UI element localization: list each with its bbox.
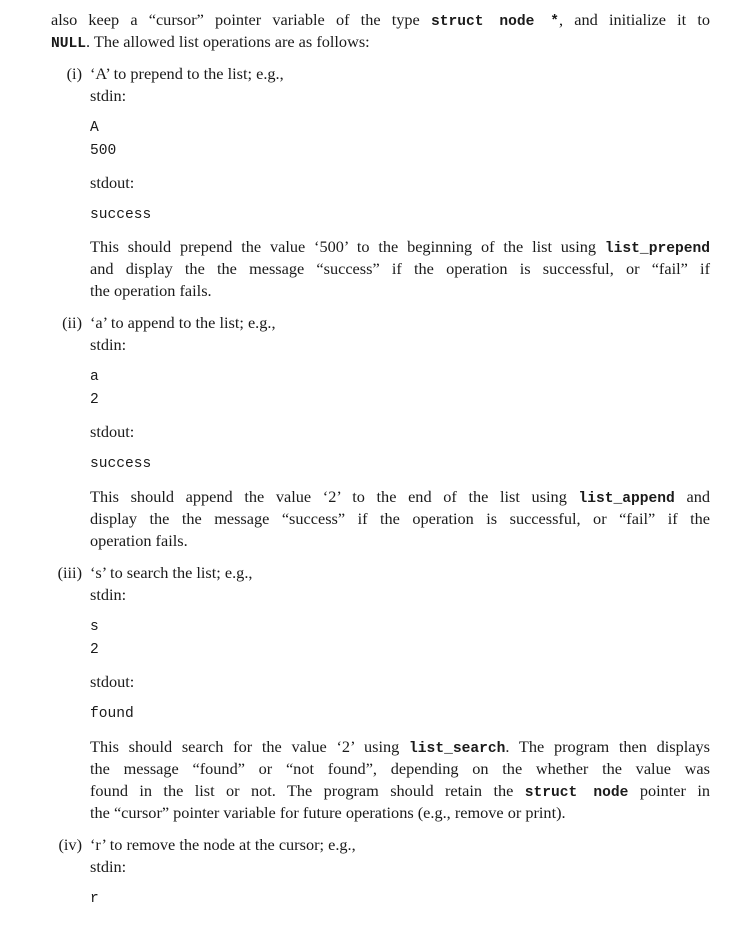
code-list-search: list_search <box>409 741 506 757</box>
desc-line: the operation fails. <box>90 281 212 300</box>
stdin-label: stdin: <box>90 335 127 354</box>
item-marker-iii: (iii) <box>57 563 82 582</box>
item-heading-iv: ‘r’ to remove the node at the cursor; e.g., <box>90 835 356 854</box>
stdout-label: stdout: <box>90 422 135 441</box>
code-null: NULL <box>51 36 87 52</box>
desc-line: operation fails. <box>90 531 188 550</box>
stdin-line: 2 <box>90 392 99 408</box>
item-heading-i: ‘A’ to prepend to the list; e.g., <box>90 64 284 83</box>
intro-line-2: NULL. The allowed list operations are as follows: <box>51 32 370 52</box>
stdout-label: stdout: <box>90 173 135 192</box>
item-marker-ii: (ii) <box>62 313 82 332</box>
stdin-label: stdin: <box>90 857 127 876</box>
stdin-line: s <box>90 619 99 635</box>
stdin-label: stdin: <box>90 86 127 105</box>
item-heading-ii: ‘a’ to append to the list; e.g., <box>90 313 276 332</box>
stdout-line: found <box>90 706 134 722</box>
stdin-line: r <box>90 891 99 907</box>
stdin-label: stdin: <box>90 585 127 604</box>
item-marker-iv: (iv) <box>58 835 82 854</box>
code-list-prepend: list_prepend <box>604 241 710 257</box>
stdin-line: 500 <box>90 143 117 159</box>
desc-line: display the the message “success” if the operation is successful, or “fail” if the <box>90 509 710 528</box>
desc-line: and display the the message “success” if the operation is successful, or “fail” if <box>90 259 710 278</box>
item-heading-iii: ‘s’ to search the list; e.g., <box>90 563 253 582</box>
code-struct-node-ptr: struct node * <box>430 14 560 30</box>
desc-line: This should append the value ‘2’ to the end of the list using list_append and <box>90 487 710 507</box>
stdout-line: success <box>90 456 152 472</box>
stdin-line: 2 <box>90 642 99 658</box>
item-marker-i: (i) <box>66 64 82 83</box>
desc-line: the “cursor” pointer variable for future operations (e.g., remove or print). <box>90 803 566 822</box>
code-struct-node: struct node <box>524 785 629 801</box>
desc-line: the message “found” or “not found”, depending on the whether the value was <box>90 759 710 778</box>
desc-line: This should search for the value ‘2’ using list_search. The program then displays <box>90 737 710 757</box>
stdout-label: stdout: <box>90 672 135 691</box>
intro-line-1: also keep a “cursor” pointer variable of the type struct node *, and initialize it to <box>51 10 711 30</box>
desc-line: This should prepend the value ‘500’ to the beginning of the list using list_prepend <box>90 237 710 257</box>
stdout-line: success <box>90 207 152 223</box>
stdin-line: A <box>90 120 99 136</box>
code-list-append: list_append <box>578 491 675 507</box>
desc-line: found in the list or not. The program should retain the struct node pointer in <box>90 781 711 801</box>
stdin-line: a <box>90 369 99 385</box>
